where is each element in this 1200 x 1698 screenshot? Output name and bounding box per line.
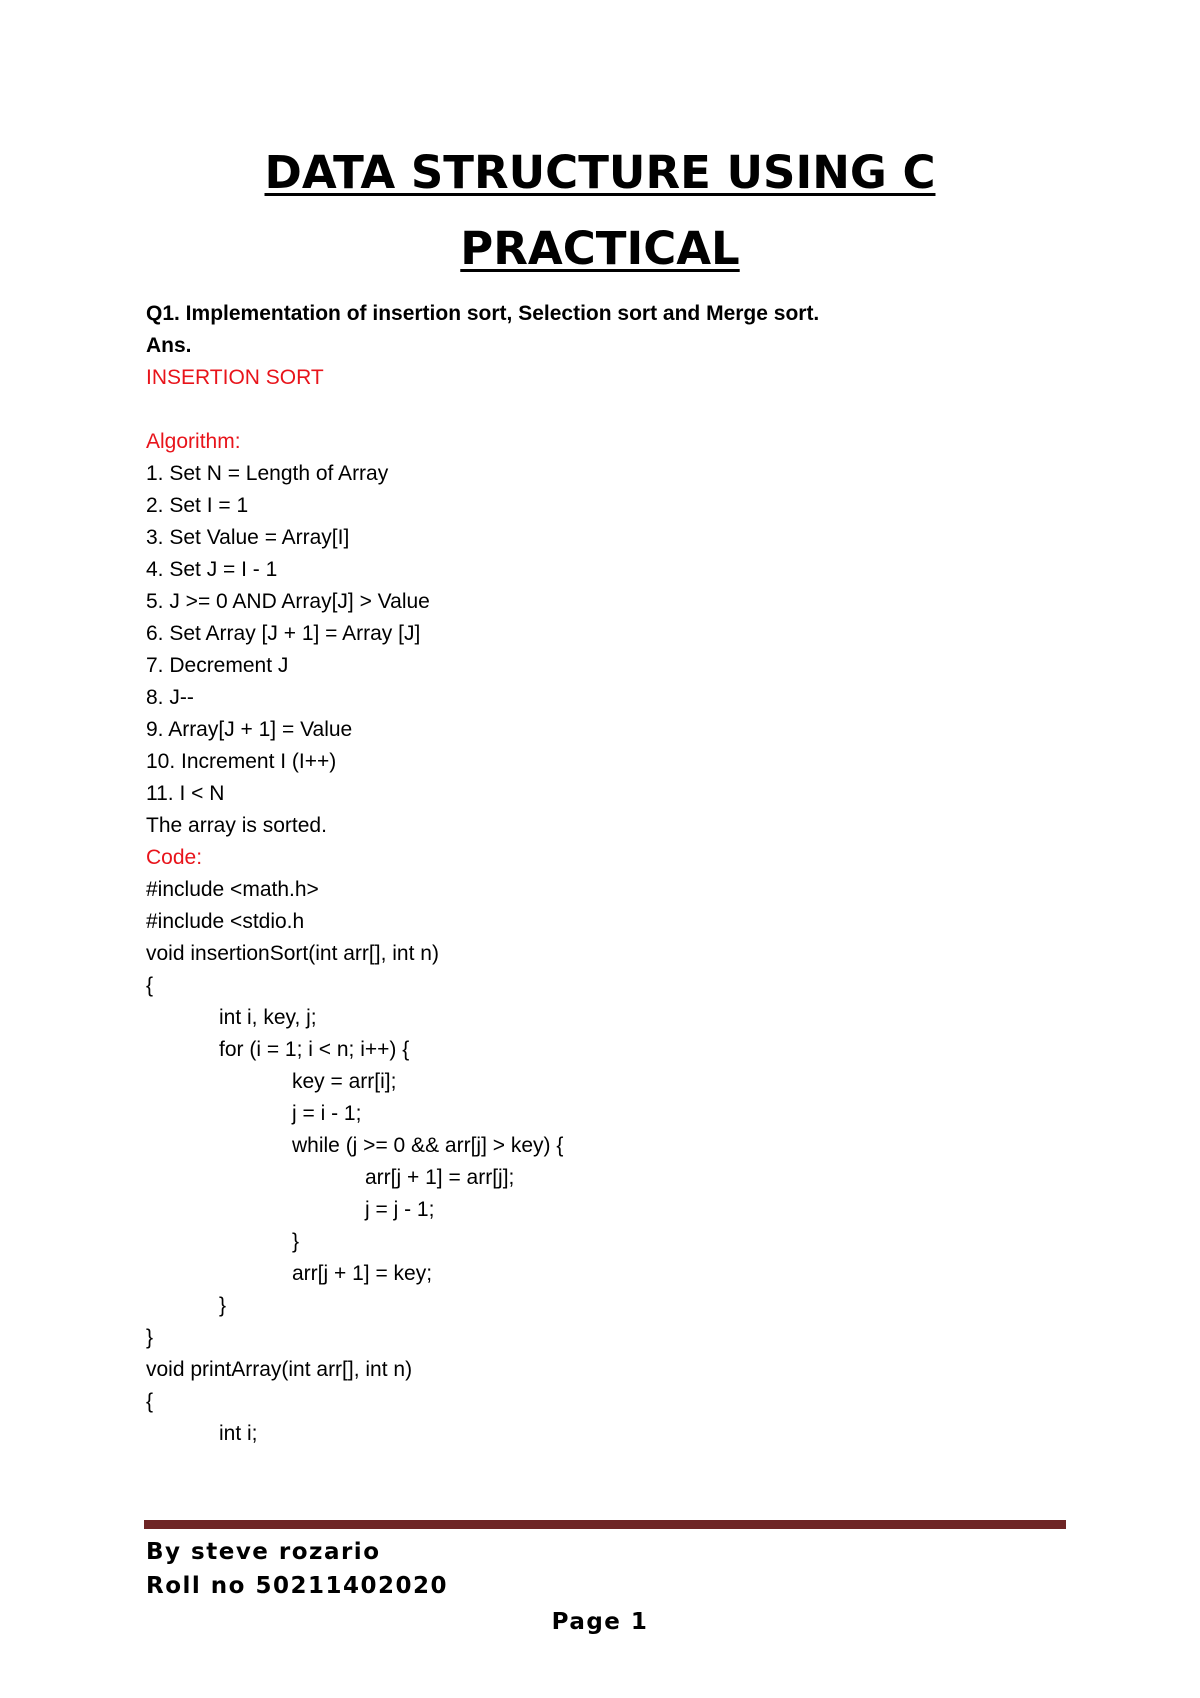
question-text: Q1. Implementation of insertion sort, Selection sort and Merge sort.: [146, 302, 820, 325]
code-line: arr[j + 1] = key;: [292, 1262, 433, 1285]
algorithm-step: 3. Set Value = Array[I]: [146, 526, 350, 549]
algorithm-step: 4. Set J = I - 1: [146, 558, 278, 581]
section-heading: INSERTION SORT: [146, 366, 324, 389]
algorithm-step: 1. Set N = Length of Array: [146, 462, 389, 485]
code-line: arr[j + 1] = arr[j];: [365, 1166, 515, 1189]
answer-label: Ans.: [146, 334, 192, 357]
blank-line: [146, 394, 1086, 426]
code-heading: Code:: [146, 846, 203, 869]
algorithm-step: 10. Increment I (I++): [146, 750, 337, 773]
algorithm-step: 11. I < N: [146, 782, 225, 805]
page-number: Page 1: [551, 1609, 649, 1635]
code-line: key = arr[i];: [292, 1070, 397, 1093]
code-line: void printArray(int arr[], int n): [146, 1358, 413, 1381]
algorithm-step: 8. J--: [146, 686, 194, 709]
code-line: #include <stdio.h: [146, 910, 305, 933]
code-line: int i, key, j;: [219, 1006, 317, 1029]
footer-roll-number: Roll no 50211402020: [146, 1573, 449, 1599]
code-line: {: [146, 974, 154, 997]
code-line: void insertionSort(int arr[], int n): [146, 942, 439, 965]
code-line: j = j - 1;: [365, 1198, 435, 1221]
document-body: [146, 298, 1086, 1450]
code-line: {: [146, 1390, 154, 1413]
algorithm-step: 9. Array[J + 1] = Value: [146, 718, 353, 741]
code-line: }: [292, 1230, 300, 1253]
code-line: j = i - 1;: [292, 1102, 362, 1125]
code-line: }: [219, 1294, 227, 1317]
footer-author: By steve rozario: [146, 1539, 381, 1565]
algorithm-step: 7. Decrement J: [146, 654, 289, 677]
algorithm-step: 5. J >= 0 AND Array[J] > Value: [146, 590, 430, 613]
code-line: for (i = 1; i < n; i++) {: [219, 1038, 410, 1061]
algorithm-conclusion: The array is sorted.: [146, 814, 327, 837]
document-title-line-1: DATA STRUCTURE USING C: [264, 146, 936, 199]
code-line: }: [146, 1326, 154, 1349]
code-line: while (j >= 0 && arr[j] > key) {: [292, 1134, 564, 1157]
footer-divider: [144, 1520, 1066, 1529]
code-line: int i;: [219, 1422, 258, 1445]
algorithm-step: 2. Set I = 1: [146, 494, 249, 517]
algorithm-step: 6. Set Array [J + 1] = Array [J]: [146, 622, 421, 645]
code-line: #include <math.h>: [146, 878, 319, 901]
document-title-line-2: PRACTICAL: [460, 222, 740, 275]
algorithm-heading: Algorithm:: [146, 430, 241, 453]
